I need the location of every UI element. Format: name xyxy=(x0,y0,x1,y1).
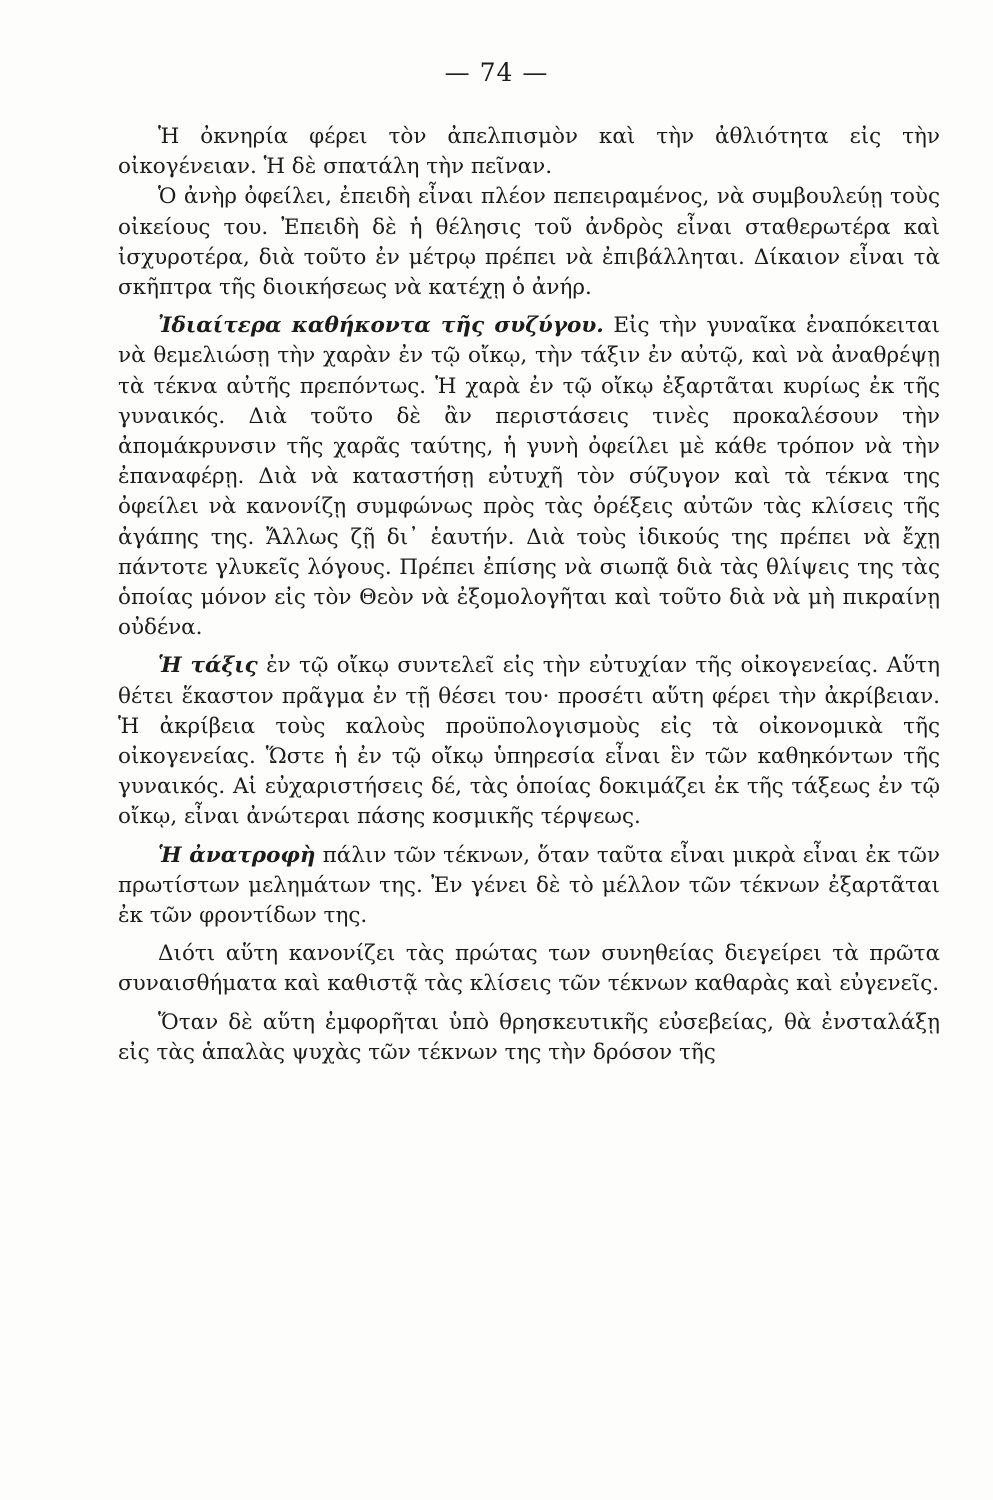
paragraph-idleness xyxy=(118,122,940,182)
paragraph-text: Ἡ ὀκνηρία φέρει τὸν ἀπελπισμὸν καὶ τὴν ἀθλιότητα εἰς τὴν οἰκογένειαν. Ἡ δὲ σπατάλη τὴν πεῖναν. xyxy=(118,124,940,180)
paragraph-text: Εἰς τὴν γυναῖκα ἐναπόκειται νὰ θεμελιώσῃ τὴν χαρὰν ἐν τῷ οἴκῳ, τὴν τάξιν ἐν αὐτῷ, καὶ νὰ ἀναθρέψῃ τὰ τέκνα αὐτῆς πρεπόντως. Ἡ χαρὰ ἐν τῷ οἴκῳ ἐξαρτᾶται κυρίως ἐκ τῆς γυναικός. Διὰ τοῦτο δὲ ἂν περιστάσεις τινὲς προκαλέσουν τὴν ἀπομάκρυνσιν τῆς χαρᾶς ταύτης, ἡ γυνὴ ὀφείλει μὲ κάθε τρόπον νὰ τὴν ἐπαναφέρῃ. Διὰ νὰ καταστήσῃ εὐτυχῆ τὸν σύζυγον καὶ τὰ τέκνα της ὀφείλει νὰ κανονίζῃ συμφώνως πρὸς τὰς ὀρέξεις αὐτῶν τὰς κλίσεις τῆς ἀγάπης της. Ἄλλως ζῇ δι᾽ ἑαυτήν. Διὰ τοὺς ἰδικούς της πρέπει νὰ ἔχῃ πάντοτε γλυκεῖς λόγους. Πρέπει ἐπίσης νὰ σιωπᾷ διὰ τὰς θλίψεις της τὰς ὁποίας μόνον εἰς τὸν Θεὸν νὰ ἐξομολογῆται καὶ τοῦτο διὰ νὰ μὴ πικραίνῃ οὐδένα. xyxy=(118,313,940,641)
paragraph-order xyxy=(118,651,940,832)
paragraph-text: ἐν τῷ οἴκῳ συντελεῖ εἰς τὴν εὐτυχίαν τῆς οἰκογενείας. Αὕτη θέτει ἕκαστον πρᾶγμα ἐν τῇ θέσει του· προσέτι αὕτη φέρει τὴν ἀκρίβειαν. Ἡ ἀκρίβεια τοὺς καλοὺς προϋπολογισμοὺς εἰς τὰ οἰκονομικὰ τῆς οἰκογενείας. Ὥστε ἡ ἐν τῷ οἴκῳ ὑπηρεσία εἶναι ἓν τῶν καθηκόντων τῆς γυναικός. Αἱ εὐχαριστήσεις δέ, τὰς ὁποίας δοκιμάζει ἐκ τῆς τάξεως ἐν τῷ οἴκῳ, εἶναι ἀνώτεραι πάσης κοσμικῆς τέρψεως. xyxy=(118,653,940,830)
paragraph-text: Διότι αὕτη κανονίζει τὰς πρώτας των συνηθείας διεγείρει τὰ πρῶτα συναισθήματα καὶ καθιστᾷ τὰς κλίσεις τῶν τέκνων καθαρὰς καὶ εὐγενεῖς. xyxy=(118,941,940,997)
paragraph-text: Ὅταν δὲ αὕτη ἐμφορῆται ὑπὸ θρησκευτικῆς εὐσεβείας, θὰ ἐνσταλάξῃ εἰς τὰς ἁπαλὰς ψυχὰς τῶν τέκνων της τὴν δρόσον τῆς xyxy=(118,1009,940,1065)
body-text xyxy=(118,122,940,1068)
paragraph-piety xyxy=(118,1008,940,1068)
paragraph-wife-duties xyxy=(118,311,940,643)
page-number: — 74 — xyxy=(444,58,549,87)
paragraph-heading: Ἰδιαίτερα καθήκοντα τῆς συζύγου. xyxy=(158,313,604,339)
paragraph-habits xyxy=(118,939,940,999)
paragraph-heading: Ἡ τάξις xyxy=(158,653,258,679)
paragraph-text: πάλιν τῶν τέκνων, ὅταν ταῦτα εἶναι μικρὰ εἶναι ἐκ τῶν πρωτίστων μελημάτων της. Ἐν γένει δὲ τὸ μέλλον τῶν τέκνων ἐξαρτᾶται ἐκ τῶν φροντίδων της. xyxy=(118,842,940,929)
paragraph-upbringing xyxy=(118,841,940,932)
paragraph-husband-duties xyxy=(118,182,940,303)
paragraph-text: Ὁ ἀνὴρ ὀφείλει, ἐπειδὴ εἶναι πλέον πεπειραμένος, νὰ συμβουλεύῃ τοὺς οἰκείους του. Ἐπειδὴ δὲ ἡ θέλησις τοῦ ἀνδρὸς εἶναι σταθερωτέρα καὶ ἰσχυροτέρα, διὰ τοῦτο ἐν μέτρῳ πρέπει νὰ ἐπιβάλληται. Δίκαιον εἶναι τὰ σκῆπτρα τῆς διοικήσεως νὰ κατέχῃ ὁ ἀνήρ. xyxy=(118,184,940,301)
paragraph-heading: Ἡ ἀνατροφὴ xyxy=(158,842,316,868)
